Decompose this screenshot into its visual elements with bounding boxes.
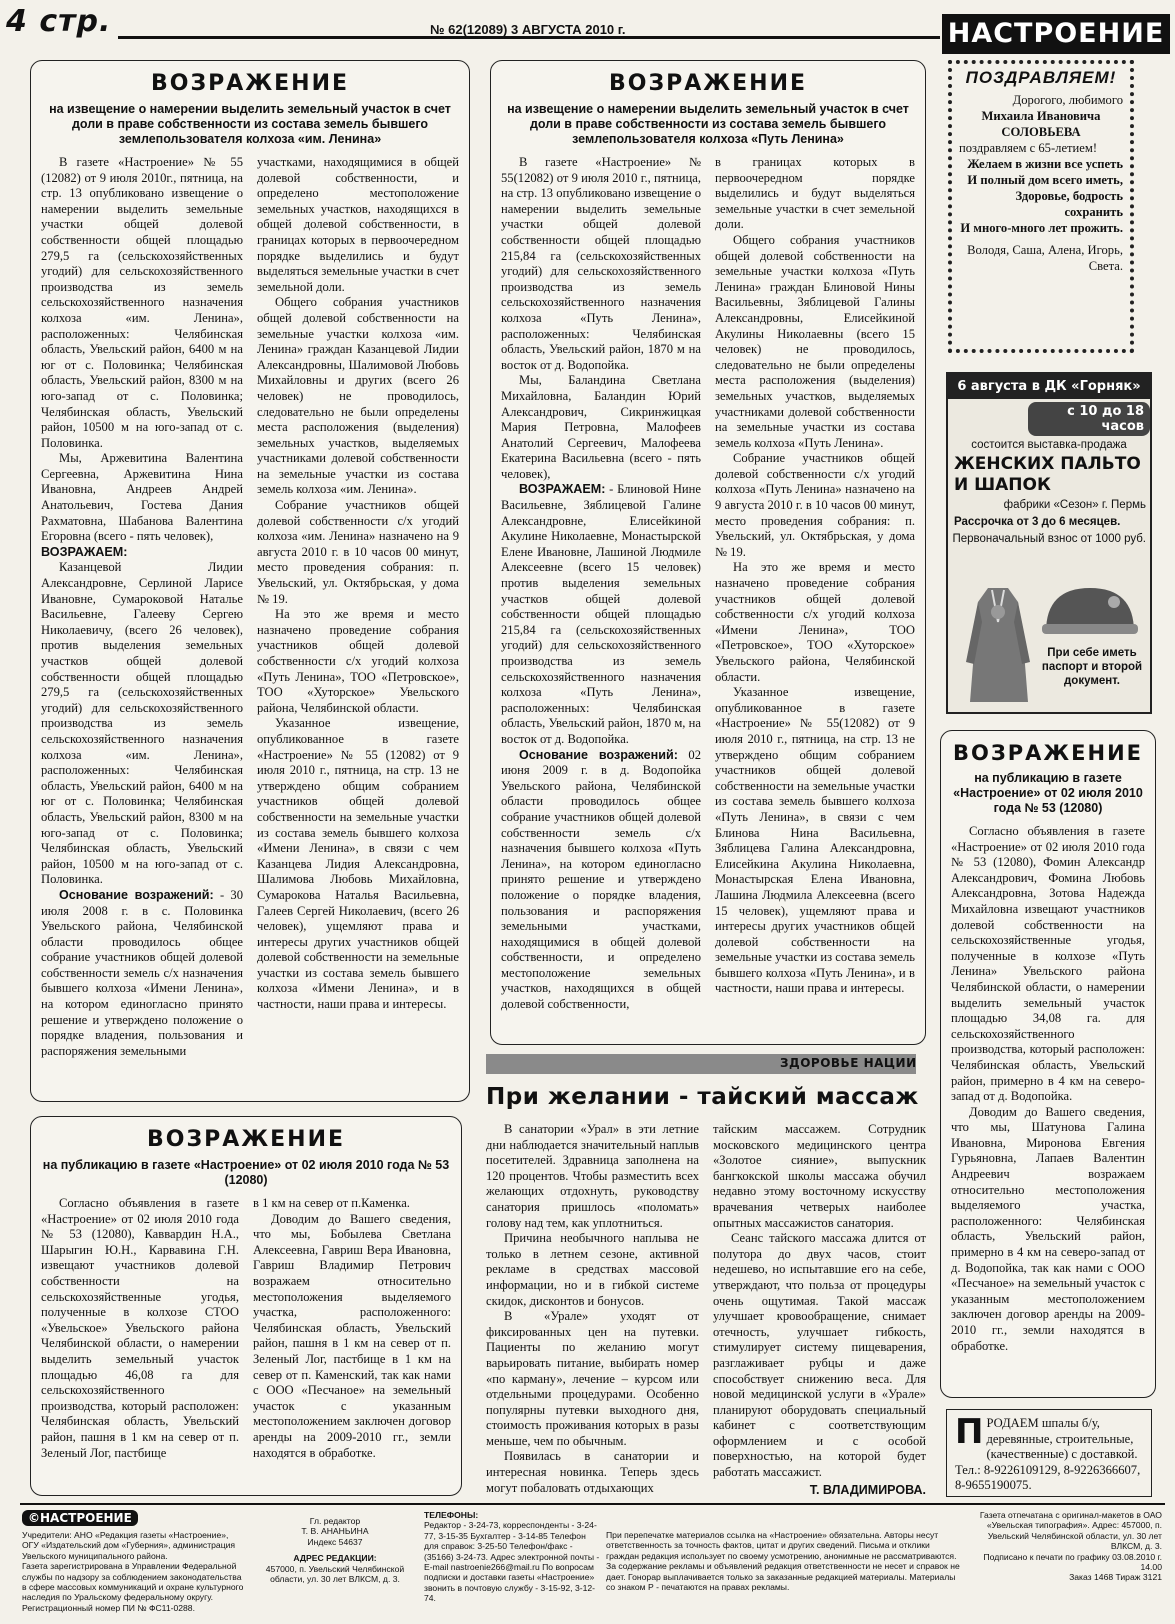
column-left bbox=[41, 1196, 239, 1461]
founders-text: Учредители: АНО «Редакция газеты «Настроение», ОГУ «Издательский дом «Губерния», администрация Увельского муниципального района. bbox=[22, 1530, 236, 1561]
article-title: ВОЗРАЖЕНИЕ bbox=[146, 1127, 346, 1152]
editor-label: Гл. редактор bbox=[309, 1516, 361, 1526]
objection-publication-53-left bbox=[30, 1116, 462, 1496]
paragraph: участками, находящимися в общей долевой собственности, и определено местоположение земельных участков, находящихся в общей долевой собственности, в границах которых в первоочередном порядке выделились и будут выделяться земельные участки в счет земельной доли. bbox=[257, 155, 459, 294]
congrats-intro: Дорогого, любимого bbox=[1012, 93, 1123, 107]
page-number: 4 стр. bbox=[6, 4, 112, 39]
paragraph: Появилась в санатории и интересная новинка. Теперь здесь могут побаловать отдыхающих bbox=[486, 1449, 699, 1495]
paragraph: в границах которых в первоочередном порядке выделились и будут выделяться земельные участки в счет земельной доли. bbox=[715, 155, 915, 232]
article-subtitle: на публикацию в газете «Настроение» от 02 июля 2010 года № 53 (12080) bbox=[953, 771, 1143, 815]
paragraph: Собрание участников общей долевой собственности с/х угодий колхоза «Путь Ленина» назначено на 9 августа 2010 г. в 10 часов 00 минут, место проведения собрания: п. Увельский, ул. Октябрьская, у дома № 19. bbox=[715, 451, 915, 559]
massage-article-body bbox=[486, 1122, 926, 1498]
ad-installment: Рассрочка от 3 до 6 месяцев. bbox=[954, 516, 1121, 528]
paragraph: Мы, Аржевитина Валентина Сергеевна, Аржевитина Нина Ивановна, Андреев Андрей Анатольевич, Гостева Дания Рахматовна, Шабанова Валентина Егоровна (всего - пять человек), bbox=[41, 451, 243, 544]
signed-text: Подписано к печати по графику 03.08.2010 г. 14.00 bbox=[983, 1551, 1162, 1573]
congrats-title: ПОЗДРАВЛЯЕМ! bbox=[965, 68, 1117, 87]
address-label: АДРЕС РЕДАКЦИИ: bbox=[293, 1553, 377, 1564]
rights-text: При перепечатке материалов ссылка на «Настроение» обязательна. Авторы несут ответственность за точность фактов, цитат и других сведений. Письма и отклики граждан редакция использует по своему усмотрению, анонимные не рассматриваются. За содержание рекламы и объявлений редакция ответственности не несет и справок не дает. Гонорар выплачивается только за заказанные редакцией материалы. Материалы со знаком Р - печатаются на правах рекламы. bbox=[606, 1530, 960, 1593]
coat-sale-ad bbox=[946, 372, 1152, 714]
column-left bbox=[501, 155, 701, 1013]
paragraph: Указанное извещение, опубликованное в газете «Настроение» № 55(12082) от 9 июля 2010 г., пятница, на стр. 13 не утверждено общим собранием участников общей долевой собственности на земельные участки из состава земель бывшего колхоза «Путь Ленина», в связи с чем Блинова Нина Васильевна, Зяблицева Галина Александровна, Елисейкина Акулина Николаевна, Монастырская Елена Ивановна, Лашина Людмила Алексеевна (всего 15 человек), ущемляют права и интересы других участников общей долевой собственности на земельные участки из состава земель бывшего колхоза «Путь Ленина», и в частности, наши права и интересы. bbox=[715, 685, 915, 996]
paragraph: На это же время и место назначено проведение собрания участников общей долевой собственности с/х угодий колхоза «Имени Ленина», ТОО «Петровское», ТОО «Хуторское» Увельского района, Челябинской области. bbox=[715, 560, 915, 684]
sale-classified bbox=[946, 1409, 1152, 1497]
article-author: Т. ВЛАДИМИРОВА. bbox=[809, 1482, 926, 1497]
section-label: ЗДОРОВЬЕ НАЦИИ bbox=[780, 1056, 917, 1070]
footer-founders bbox=[22, 1530, 244, 1613]
column-right bbox=[257, 155, 459, 1059]
paragraph: тайским массажем. Сотрудник московского медицинского центра «Золотое сияние», выпускник бангкокской школы массажа обучил недавно этому восточному искусству врачевания четверых наиболее опытных массажистов санатория. bbox=[713, 1122, 926, 1230]
paragraph-basis: Основание возражений: 02 июня 2009 г. в д. Водопойка Увельского района, Челябинской области проводилось общее собрание участников общей долевой собственности земель с/х назначения бывшего колхоза «Путь Ленина», на котором единогласно принято решение и утверждено положение о порядке владения, пользования и распоряжения земельными участками, находящимися в общей долевой собственности, и определено местоположение земельных участков, находящихся в общей долевой собственности, bbox=[501, 747, 701, 1012]
paragraph: Сеанс тайского массажа длится от полутора до двух часов, стоит недешево, но испытавшие его на себе, утверждают, что польза от процедуры очень ощутимая. Такой массаж улучшает кровообращение, снимает отечность, улучшает гибкость, стимулирует систему пищеварения, разглаживает рубцы и даже способствует снижению веса. Для новой медицинской услуги в «Урале» планируют оборудовать специальный кабинет с соответствующим оформлением и с особой поверхностью, на которой будет работать массажист. bbox=[713, 1231, 926, 1480]
sale-text: РОДАЕМ шпалы б/у, деревянные, строительные, (качественные) с доставкой. Тел.: 8-9226109129, 8-9226366607, 8-9655190075. bbox=[955, 1416, 1141, 1492]
objection-article-lenin bbox=[30, 60, 470, 1102]
column-left bbox=[41, 155, 243, 1059]
paragraph: в 1 км на север от п.Каменка. bbox=[253, 1196, 410, 1210]
footer-print bbox=[966, 1510, 1162, 1583]
congratulations-box bbox=[948, 60, 1134, 353]
paragraph: Причина необычного наплыва не только в летнем сезоне, активной рекламе в средствах массовой информации, но и в гибкой системе скидок, дисконтов и бонусов. bbox=[486, 1231, 699, 1308]
index-text: Индекс 54637 bbox=[307, 1536, 363, 1547]
regnum-text: Регистрационный номер ПИ № ФС11-0288. bbox=[22, 1602, 195, 1613]
dropcap: П bbox=[955, 1412, 984, 1452]
footer-rights bbox=[606, 1530, 962, 1592]
article-subtitle: на извещение о намерении выделить земельный участок в счет доли в праве собственности из состава земель бывшего землепользователя колхоза «им. Ленина» bbox=[49, 102, 451, 146]
ad-time: с 10 до 18 часов bbox=[1028, 402, 1150, 436]
article-title: ВОЗРАЖЕНИЕ bbox=[953, 741, 1143, 765]
paragraph: Указанное извещение, опубликованное в газете «Настроение» № 55 (12082) от 9 июля 2010 г., пятница, на стр. 13 не утверждено общим собранием участников общей долевой собственности на земельные участки из состава земель бывшего колхоза «Имени Ленина», в связи с чем Казанцева Лидия Александровна, Шалимова Любовь Михайловна, Сумарокова Наталья Васильевна, Галеев Сергей Николаевич, (всего 26 человек), ущемляют права и интересы других участников общей долевой собственности на земельные участки из состава земель бывшего колхоза «Имени Ленина», и в частности, наши права и интересы. bbox=[257, 716, 459, 1012]
ad-factory: фабрики «Сезон» г. Пермь bbox=[1003, 499, 1146, 511]
column-left bbox=[486, 1122, 699, 1498]
wish-line: Здоровье, бодрость сохранить bbox=[1015, 189, 1123, 219]
paragraph: Собрание участников общей долевой собственности с/х угодий колхоза «им. Ленина» назначено на 9 августа 2010 г. в 10 часов 00 минут, место проведения собрания: п. Увельский, ул. Октябрьская, у дома № 19. bbox=[257, 498, 459, 606]
order-text: Заказ 1468 Тираж 3121 bbox=[1069, 1572, 1162, 1583]
column-right bbox=[713, 1122, 926, 1498]
ad-banner: 6 августа в ДК «Горняк» bbox=[948, 374, 1150, 399]
paragraph-objection: ВОЗРАЖАЕМ: - Блиновой Нине Васильевне, Зяблицевой Галине Александровне, Елисейкиной Акулине Николаевне, Монастырской Елене Ивановне, Лашиной Людмиле Алексеевне (всего 15 человек) против выделения земельных участков общей долевой собственности общей площадью 215,84 га (сельскохозяйственных угодий) для сельскохозяйственного производства из земель сельскохозяйственного назначения колхоза «Путь Ленина», расположенных: Челябинская область, Увельский район, 1870 м, на восток от д. Водопойка. bbox=[501, 482, 701, 746]
paragraph: В газете «Настроение» № 55(12082) от 9 июля 2010 г., пятница, на стр. 13 опубликовано извещение о намерении выделить земельные участки общей долевой собственности общей площадью 215,84 га (сельскохозяйственных угодий) для сельскохозяйственного производства из земель сельскохозяйственного назначения колхоза «Путь Ленина», расположенных: Челябинская область, Увельский район, 1870 м на восток от д. Водопойка. bbox=[501, 155, 701, 372]
paragraph: В санатории «Урал» в эти летние дни наблюдается значительный наплыв посетителей. Здравница заполнена на 120 процентов. Чтобы разместить всех желающих отдохнуть, руководству санатория пришлось «поломать» голову над тем, как уплотниться. bbox=[486, 1122, 699, 1230]
paragraph: Доводим до Вашего сведения, что мы, Бобылева Светлана Алексеевна, Гавриш Вера Ивановна, Гавриш Владимир Петрович возражаем относительно местоположения выделяемого участка, расположенного: Челябинская область, Увельский район, пашня в 1 км на север от п. Зеленый Лог, пастбище в 1 км на север от п. Каменский, так как нами с ООО «Песчаное» на земельный участок с указанным местоположением заключен договор аренды на 2009-2010 гг., земли находятся в обработке. bbox=[253, 1211, 451, 1460]
paragraph-bold-label: ВОЗРАЖАЕМ: bbox=[41, 544, 128, 559]
column-right bbox=[253, 1196, 451, 1461]
article-subtitle: на публикацию в газете «Настроение» от 02 июля 2010 года № 53 (12080) bbox=[42, 1158, 450, 1187]
objection-publication-53-right bbox=[940, 730, 1156, 1398]
footer-editor bbox=[250, 1516, 420, 1584]
ad-line: состоится выставка-продажа bbox=[971, 439, 1127, 451]
column bbox=[951, 824, 1145, 1354]
paragraph: Мы, Баландина Светлана Михайловна, Баландин Юрий Александрович, Сикринжицкая Мария Петровна, Малофеев Анатолий Сергеевич, Малофеева Екатерина Васильевна (всего - пять человек), bbox=[501, 373, 701, 481]
wish-line: И много-много лет прожить. bbox=[960, 221, 1123, 235]
issue-info: № 62(12089) 3 АВГУСТА 2010 г. bbox=[430, 22, 626, 37]
ad-deposit: Первоначальный взнос от 1000 руб. bbox=[952, 533, 1146, 545]
ad-passport: При себе иметь паспорт и второй документ. bbox=[1041, 647, 1143, 687]
footer-logo: ©НАСТРОЕНИЕ bbox=[22, 1510, 138, 1526]
paragraph-basis: Основание возражений: - 30 июля 2008 г. в с. Половинка Увельского района, Челябинской области проводилось общее собрание участников общей долевой собственности земель с/х назначения бывшего колхоза «Имени Ленина», на котором единогласно принято решение и утверждено положение о порядке владения, пользования и распоряжения земельными bbox=[41, 887, 243, 1058]
editor-name: Т. В. АНАНЬИНА bbox=[301, 1526, 369, 1537]
print-text: Газета отпечатана с оригинал-макетов в ОАО «Увельская типография». Адрес: 457000, п. Увельский Челябинской области, ул. 30 лет ВЛКСМ, д. 3. bbox=[979, 1510, 1162, 1552]
footer-rule bbox=[20, 1503, 1165, 1505]
column-right bbox=[715, 155, 915, 1013]
paragraph: Казанцевой Лидии Александровне, Серлиной Ларисе Ивановне, Сумароковой Наталье Васильевне, Галееву Сергею Николаевичу, (всего 26 человек), против выделения земельных участков общей долевой собственности общей площадью 279,5 га (сельскохозяйственных угодий) для сельскохозяйственного производства из земель сельскохозяйственного назначения колхоза «им. Ленина», расположенных: Челябинская область, Увельский район, 6400 м на юг от с. Половинка; Челябинская область, Увельский район, 8300 м на юго-запад от с. Половинка; Челябинская область, Увельский район, 10500 м на юго-запад от с. Половинка. bbox=[41, 560, 243, 887]
massage-article-title: При желании - тайский массаж bbox=[486, 1084, 919, 1110]
registration-text: Газета зарегистрирована в Управлении Федеральной службы по надзору за соблюдением законодательства в сфере массовых коммуникаций и охране культурного наследия по Уральскому федеральному округу. bbox=[22, 1561, 244, 1603]
paragraph: Согласно объявления в газете «Настроение» от 02 июля 2010 года № 53 (12080), Фомин Александр Александрович, Фомина Любовь Александровна, Зотова Надежда Михайловна извещают участников долевой собственности на сельскохозяйственные угодья, полученные в колхозе «Путь Ленина» Увельского района Челябинской области, о намерении выделить земельный участок площадью 34,08 га. для сельскохозяйственного производства, который расположен: Челябинская область, Увельский район, примерно в 4 км на северо-запад от д. Водопойка. bbox=[951, 824, 1145, 1104]
address-text: 457000, п. Увельский Челябинской области, ул. 30 лет ВЛКСМ, д. 3. bbox=[265, 1563, 405, 1585]
congrats-name: Михаила Ивановича СОЛОВЬЕВА bbox=[981, 109, 1101, 139]
ad-headline: ЖЕНСКИХ ПАЛЬТО И ШАПОК bbox=[954, 454, 1141, 495]
article-title: ВОЗРАЖЕНИЕ bbox=[150, 71, 350, 96]
article-title: ВОЗРАЖЕНИЕ bbox=[608, 71, 808, 96]
paragraph: На это же время и место назначено проведение собрания участников общей долевой собственности с/х угодий колхоза «Путь Ленина», ТОО «Петровское», ТОО «Хуторское» Увельского района, Челябинской области. bbox=[257, 607, 459, 715]
wish-line: И полный дом всего иметь, bbox=[967, 173, 1123, 187]
congrats-signature: Володя, Саша, Алена, Игорь, Света. bbox=[967, 243, 1123, 273]
wish-line: Желаем в жизни все успеть bbox=[967, 157, 1123, 171]
congrats-intro2: поздравляем с 65-летием! bbox=[959, 141, 1098, 155]
article-subtitle: на извещение о намерении выделить земельный участок в счет доли в праве собственности из состава земель бывшего землепользователя колхоза «Путь Ленина» bbox=[507, 102, 909, 146]
phones-label: ТЕЛЕФОНЫ: bbox=[424, 1510, 479, 1520]
coat-image bbox=[962, 582, 1034, 706]
paragraph: Общего собрания участников общей долевой собственности на земельные участки колхоза «Путь Ленина» граждан Блиновой Нины Васильевны, Зяблицевой Галины Александровны, Елисейкиной Акулины Николаевны (всего 15 человек) не проводилось, следовательно не были определены места расположения (выделения) земельных участков, выделяемых участниками долевой собственности на земельные участки из состава земель колхоза «Путь Ленина». bbox=[715, 232, 915, 450]
paragraph: В газете «Настроение» № 55 (12082) от 9 июля 2010г., пятница, на стр. 13 опубликовано извещение о намерении выделить земельные участки общей долевой собственности общей площадью 279,5 га (сельскохозяйственных угодий) для сельскохозяйственного производства из земель сельскохозяйственного назначения колхоза «им. Ленина», расположенных: Челябинская область, Увельский район, 6400 м на юг от с. Половинка; Челябинская область, Увельский район, 8300 м на юго-запад от с. Половинка; Челябинская область, Увельский район, 10500 м на юго-запад от с. Половинка. bbox=[41, 155, 243, 450]
newspaper-name: НАСТРОЕНИЕ bbox=[942, 14, 1170, 54]
footer-phones bbox=[424, 1510, 600, 1604]
hat-image bbox=[1036, 582, 1144, 638]
paragraph: Общего собрания участников общей долевой собственности на земельные участки колхоза «им. Ленина» граждан Казанцевой Лидии Александровны, Шалимовой Любовь Михайловны и других (всего 26 человек) не проводилось, следовательно не были определены места расположения (выделения) земельных участков, выделяемых участниками долевой собственности на земельные участки из состава земель колхоза «им. Ленина». bbox=[257, 295, 459, 497]
paragraph: Согласно объявления в газете «Настроение» от 02 июля 2010 года № 53 (12080), Каввардин Н.А., Шарыгин Ю.Н., Карвавина Г.Н. извещают участников долевой собственности на сельскохозяйственные угодья, полученные в колхозе СТОО «Увельское» Увельского района Челябинской области, о намерении выделить земельный участок площадью 46,08 га для сельскохозяйственного производства, который расположен: Челябинская область, Увельский район, пашня в 1 км на север от п. Зеленый Лог, пастбище bbox=[41, 1196, 239, 1460]
objection-article-put-lenina bbox=[490, 60, 926, 1045]
paragraph: В «Урале» уходят от фиксированных цен на путевки. Пациенты по желанию могут варьировать питание, выбирать номер «по карману», лечение – курсом или отдельными процедурами. Особенно популярны путевки выходного дня, стоимость проживания которых в разы меньше, чем по обычным. bbox=[486, 1309, 699, 1448]
paragraph: Доводим до Вашего сведения, что мы, Шатунова Галина Ивановна, Миронова Евгения Гурьяновна, Лапаев Валентин Андреевич возражаем относительно местоположения выделяемого участка, расположенного: Челябинская область, Увельский район, примерно в 4 км на северо-запад от д. Водопойка, так как нами с ООО «Песчаное» на земельный участок с указанным местоположением заключен договор аренды на 2009-2010 гг., земли находятся в обработке. bbox=[951, 1104, 1145, 1353]
phones-text: Редактор - 3-24-73, корреспонденты - 3-24-77, 3-15-35 Бухгалтер - 3-14-85 Телефон для справок: 3-25-50 Телефон/факс - (35166) 3-24-73. Адрес электронной почты - E-mail nastroenie266@mail.ru По вопросам подписки и доставки газеты «Настроение» звонить в почтовую службу - 3-15-92, 3-12-74. bbox=[424, 1520, 600, 1604]
